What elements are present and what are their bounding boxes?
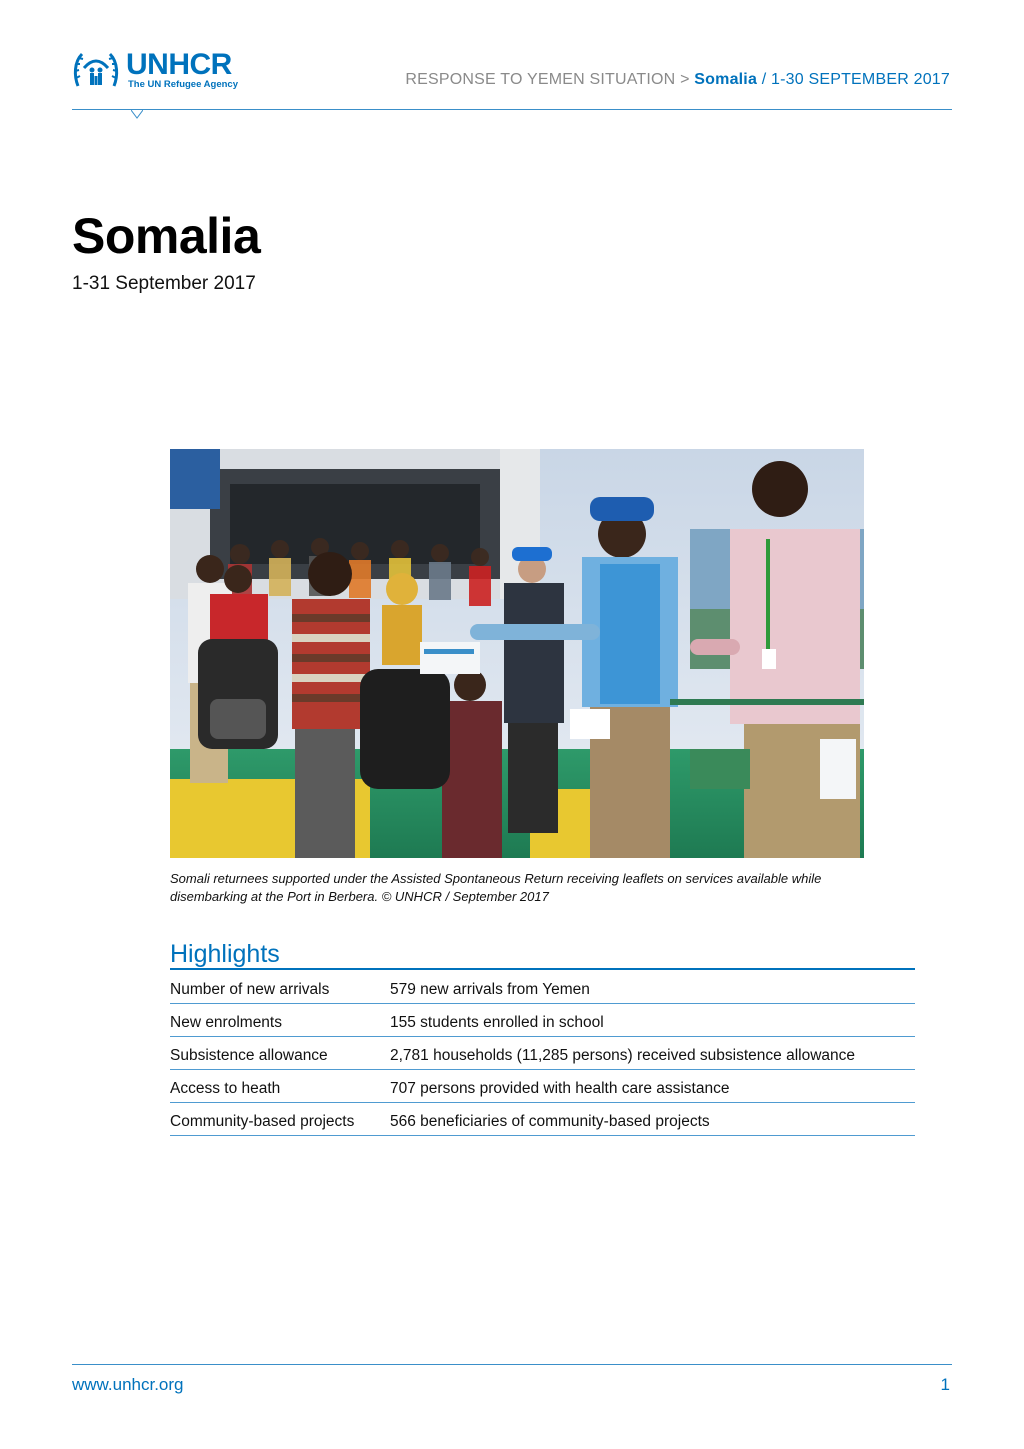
table-row [170,972,915,1004]
row-label: Number of new arrivals [170,981,330,998]
breadcrumb [405,70,950,90]
row-label: Access to heath [170,1080,281,1097]
logo-wordmark: UNHCR [126,48,232,81]
row-label: Subsistence allowance [170,1047,328,1064]
row-label: New enrolments [170,1014,282,1031]
cover-photo [170,449,864,858]
table-row [170,1038,915,1070]
highlights-table [170,972,915,1137]
row-value: 707 persons provided with health care assistance [390,1080,730,1097]
highlights-divider [170,968,915,970]
unhcr-emblem-icon [72,48,120,92]
table-row [170,1071,915,1103]
page-title: Somalia [72,208,261,264]
row-value: 579 new arrivals from Yemen [390,981,590,998]
header-divider [72,109,952,110]
footer-divider [72,1364,952,1365]
footer-website-link[interactable]: www.unhcr.org [72,1375,184,1394]
cover-photo-illustration [170,449,864,858]
unhcr-logo [72,48,252,92]
page-subtitle: 1-31 September 2017 [72,273,256,294]
row-value: 2,781 households (11,285 persons) received subsistence allowance [390,1047,856,1064]
row-value: 155 students enrolled in school [390,1014,604,1031]
header-notch-icon [131,110,143,119]
table-row [170,1005,915,1037]
breadcrumb-section: RESPONSE TO YEMEN SITUATION [405,71,676,88]
breadcrumb-country: Somalia [694,71,758,88]
logo-tagline: The UN Refugee Agency [128,79,238,90]
highlights-heading: Highlights [170,940,280,968]
photo-caption: Somali returnees supported under the Assisted Spontaneous Return receiving leaflets on services available while disembarking at the Port in Berbera. © UNHCR / September 2017 [170,871,822,904]
row-label: Community-based projects [170,1113,355,1130]
breadcrumb-period: / 1-30 SEPTEMBER 2017 [757,71,950,88]
breadcrumb-separator: > [675,71,695,88]
row-value: 566 beneficiaries of community-based projects [390,1113,710,1130]
page-number: 1 [940,1375,950,1394]
table-row [170,1104,915,1136]
